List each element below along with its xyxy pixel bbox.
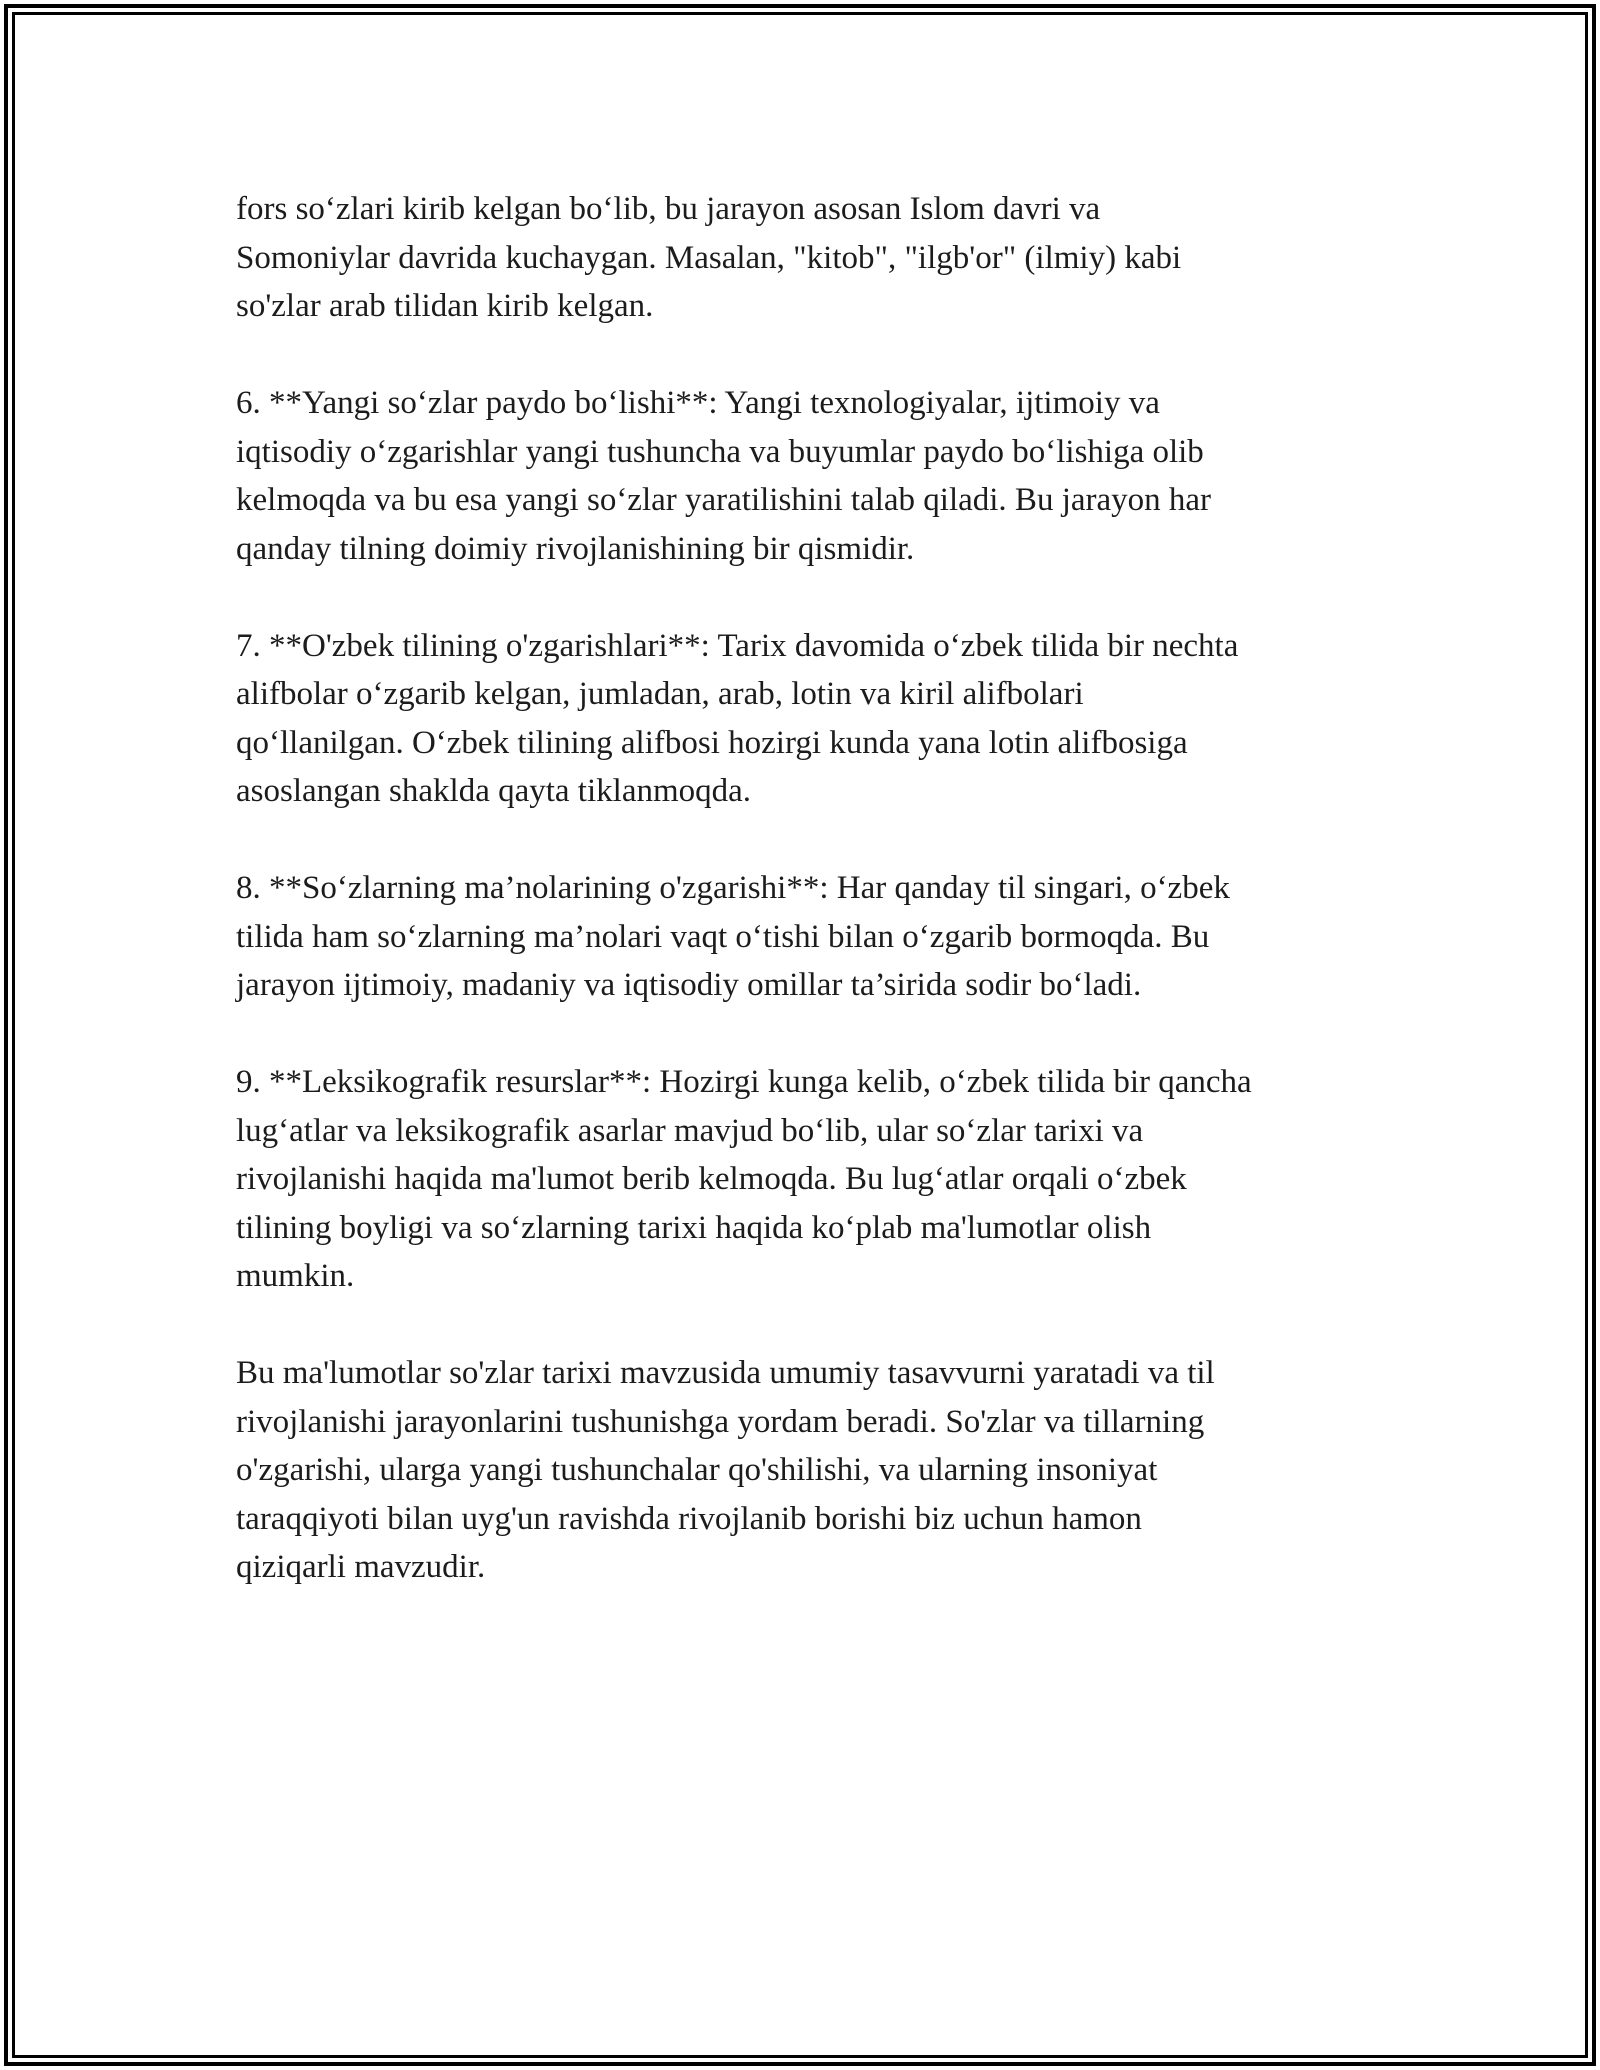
paragraph-intro-continuation: fors so‘zlari kirib kelgan bo‘lib, bu jarayon asosan Islom davri va Somoniylar davrida kuchaygan. Masalan, "kitob", "ilgb'or" (ilmiy) kabi so'zlar arab tilidan kirib kelgan. xyxy=(236,191,1182,324)
paragraph-meaning-changes: 8. **So‘zlarning ma’nolarining o'zgarishi**: Har qanday til singari, o‘zbek tilida ham so‘zlarning ma’nolari vaqt o‘tishi bilan o‘zgarib bormoqda. Bu jarayon ijtimoiy, madaniy va iqtisodiy omillar ta’sirida sodir bo‘ladi. xyxy=(236,870,1230,1003)
paragraph-uzbek-changes: 7. **O'zbek tilining o'zgarishlari**: Tarix davomida o‘zbek tilida bir nechta alifbolar o‘zgarib kelgan, jumladan, arab, lotin va kiril alifbolari qo‘llanilgan. O‘zbek tilining alifbosi hozirgi kunda yana lotin alifbosiga asoslangan shaklda qayta tiklanmoqda. xyxy=(236,627,1239,809)
paragraph-lexicographic-resources: 9. **Leksikografik resurslar**: Hozirgi kunga kelib, o‘zbek tilida bir qancha lug‘atlar va leksikografik asarlar mavjud bo‘lib, ular so‘zlar tarixi va rivojlanishi haqida ma'lumot berib kelmoqda. Bu lug‘atlar orqali o‘zbek tilining boyligi va so‘zlarning tarixi haqida ko‘plab ma'lumotlar olish mumkin. xyxy=(236,1064,1252,1294)
document-body xyxy=(236,185,1396,1592)
paragraph-conclusion: Bu ma'lumotlar so'zlar tarixi mavzusida umumiy tasavvurni yaratadi va til rivojlanishi jarayonlarini tushunishga yordam beradi. So'zlar va tillarning o'zgarishi, ularga yangi tushunchalar qo'shilishi, va ularning insoniyat taraqqiyoti bilan uyg'un ravishda rivojlanib borishi biz uchun hamon qiziqarli mavzudir. xyxy=(236,1355,1215,1585)
paragraph-new-words: 6. **Yangi so‘zlar paydo bo‘lishi**: Yangi texnologiyalar, ijtimoiy va iqtisodiy o‘zgarishlar yangi tushuncha va buyumlar paydo bo‘lishiga olib kelmoqda va bu esa yangi so‘zlar yaratilishini talab qiladi. Bu jarayon har qanday tilning doimiy rivojlanishining bir qismidir. xyxy=(236,385,1212,567)
